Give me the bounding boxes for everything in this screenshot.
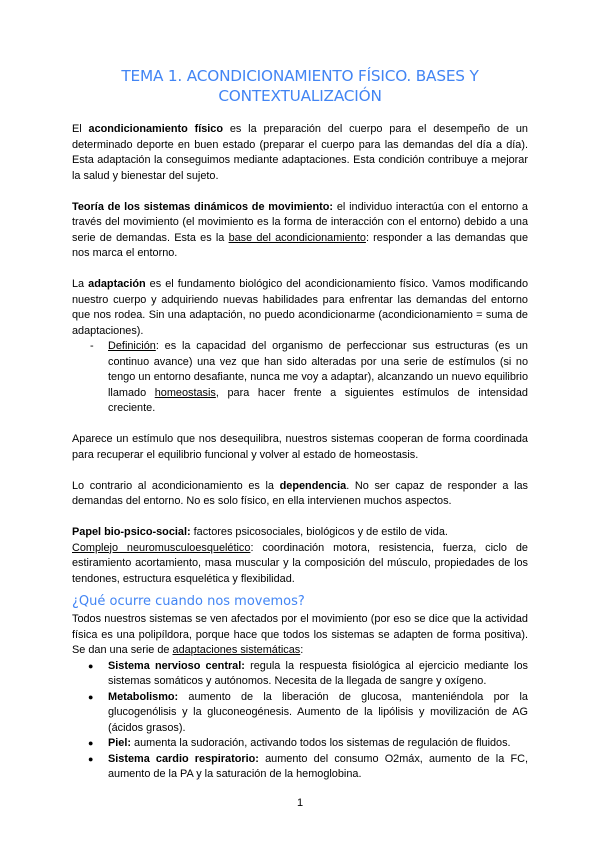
- list-item: ● Sistema nervioso central: regula la respuesta fisiológica al ejercicio mediante los sistemas somáticos y autónomos. Necesita de la llegada de sangre y oxígeno.: [88, 659, 528, 687]
- paragraph-adaptacion: La adaptación es el fundamento biológico del acondicionamiento físico. Vamos modificando nuestro cuerpo y adquiriendo nuevas habilidades para enfrentar las demandas del entorno que nos rodea. Sin una adaptación, no puedo acondicionarme (acondicionamiento = suma de adaptaciones).: [72, 278, 529, 337]
- bullet-icon: ●: [88, 660, 94, 671]
- bullet-icon: ●: [88, 738, 94, 748]
- paragraph-complejo-neuromusculoesqueletico: Complejo neuromusculoesquelético: coordinación motora, resistencia, fuerza, ciclo de estiramiento acortamiento, masa muscular y la composición del músculo, propiedades de los tendones, estructura esquelética y flexibilidad.: [72, 541, 528, 585]
- paragraph-acondicionamiento: El acondicionamiento físico es la preparación del cuerpo para el desempeño de un determinado deporte en buen estado (preparar el cuerpo para las demandas del día a día). Esta adaptación la conseguimos mediante adaptaciones. Esta condición contribuye a mejorar la salud y bienestar del sujeto.: [72, 123, 528, 182]
- section-heading: ¿Qué ocurre cuando nos movemos?: [72, 594, 305, 609]
- adaptaciones-list: [72, 659, 528, 783]
- paragraph-papel-bio-psico-social: Papel bio-psico-social: factores psicosociales, biológicos y de estilo de vida.: [72, 526, 448, 538]
- list-item-definicion: - Definición: es la capacidad del organismo de perfeccionar sus estructuras (es un continuo avance) una vez que han sido alteradas por una serie de estímulos (si no tengo un entorno desafiante, nunca me voy a adaptar), alcanzando un nuevo equilibrio llamado homeostasis, para hacer frente a siguientes estímulos de intensidad creciente.: [90, 340, 528, 414]
- paragraph-estimulo: Aparece un estímulo que nos desequilibra, nuestros sistemas cooperan de forma coordinada para recuperar el equilibrio funcional y volver al estado de homeostasis.: [72, 433, 528, 461]
- page-title: TEMA 1. ACONDICIONAMIENTO FÍSICO. BASES Y CONTEXTUALIZACIÓN: [121, 67, 479, 105]
- list-item: ● Piel: aumenta la sudoración, activando todos los sistemas de regulación de fluidos.: [72, 736, 528, 752]
- list-item: ● Metabolismo: aumento de la liberación de glucosa, manteniéndola por la glucogenólisis y la gluconeogénesis. Aumento de la lipólisis y movilización de AG (ácidos grasos).: [88, 690, 528, 734]
- paragraph-dependencia: Lo contrario al acondicionamiento es la dependencia. No ser capaz de responder a las demandas del entorno. No es solo físico, en ella intervienen muchos aspectos.: [72, 479, 528, 507]
- definition-list: [72, 339, 528, 417]
- bullet-icon: ●: [88, 753, 94, 764]
- document-body: [72, 66, 528, 783]
- page-number: 1: [296, 797, 304, 809]
- paragraph-teoria-sistemas: Teoría de los sistemas dinámicos de movimiento: el individuo interactúa con el entorno a través del movimiento (el movimiento es la forma de interacción con el entorno) debido a una serie de demandas. Esta es la base del acondicionamiento: responder a las demandas que nos marca el entorno.: [72, 200, 528, 259]
- list-item: ● Sistema cardio respiratorio: aumento del consumo O2máx, aumento de la FC, aumento de la PA y la saturación de la hemoglobina.: [88, 752, 528, 780]
- paragraph-movimiento: Todos nuestros sistemas se ven afectados por el movimiento (por eso se dice que la actividad física es una polipíldora, porque hace que todos los sistemas se adapten de forma positiva). Se dan una serie de adaptaciones sistemáticas:: [72, 613, 528, 656]
- bullet-icon: ●: [88, 691, 94, 702]
